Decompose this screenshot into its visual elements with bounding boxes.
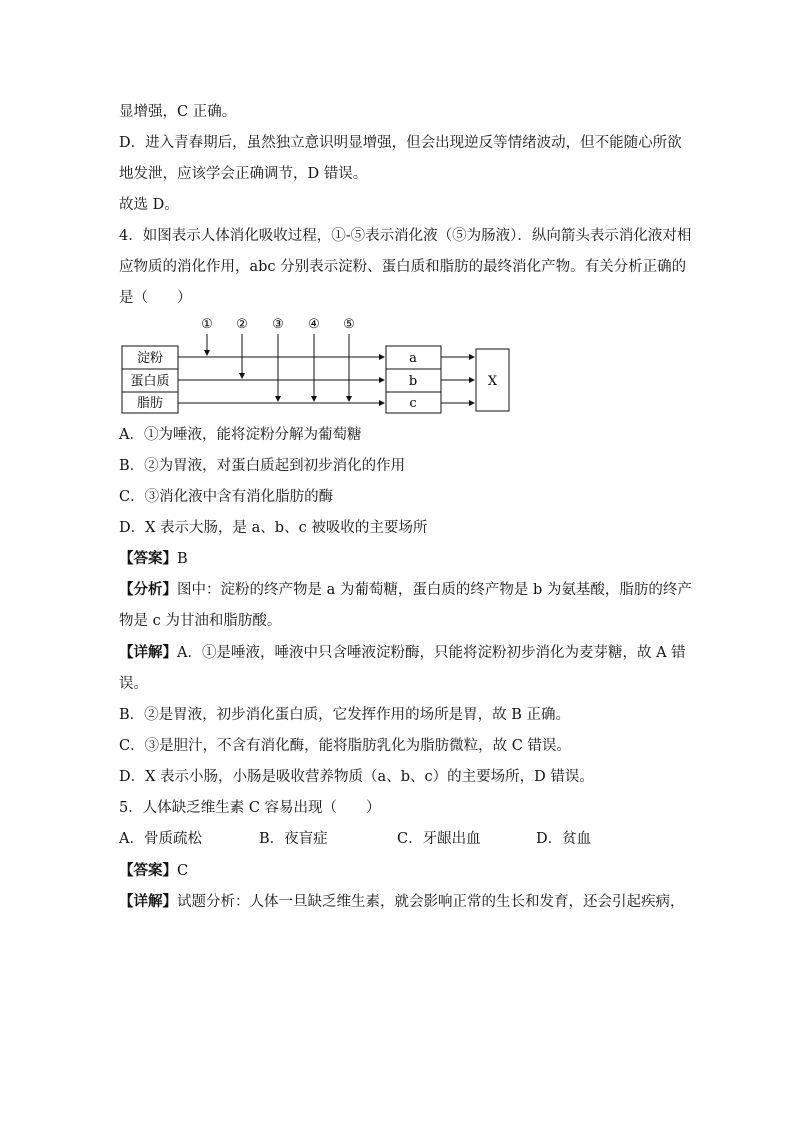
analysis-text: 图中：淀粉的终产物是 a 为葡萄糖，蛋白质的终产物是 b 为氨基酸，脂肪的终产 bbox=[177, 582, 692, 598]
analysis-tag: 【分析】 bbox=[119, 581, 177, 598]
option-a: A．①为唾液，能将淀粉分解为葡萄糖 bbox=[119, 427, 362, 443]
juice-2: ② bbox=[236, 317, 248, 332]
answer-value: B bbox=[177, 551, 188, 567]
answer-tag: 【答案】 bbox=[119, 862, 177, 879]
answer-4 bbox=[119, 549, 188, 569]
question-5-stem: 5．人体缺乏维生素 C 容易出现（ ） bbox=[119, 800, 381, 816]
substance-fat: 脂肪 bbox=[136, 396, 164, 411]
question-4-stem: 应物质的消化作用，abc 分别表示淀粉、蛋白质和脂肪的最终消化产物。有关分析正确的 bbox=[119, 259, 687, 275]
q5-option-a: A．骨质疏松 bbox=[119, 831, 202, 847]
text-line: D．X 表示小肠，小肠是吸收营养物质（a、b、c）的主要场所，D 错误。 bbox=[119, 769, 594, 785]
juice-1: ① bbox=[201, 317, 213, 332]
analysis-line bbox=[119, 580, 692, 600]
detail-text: 试题分析：人体一旦缺乏维生素，就会影响正常的生长和发育，还会引起疾病， bbox=[177, 894, 685, 910]
product-c: c bbox=[409, 396, 417, 411]
organ-x: X bbox=[487, 374, 498, 389]
text-line: 显增强，C 正确。 bbox=[119, 104, 237, 120]
q5-option-b: B．夜盲症 bbox=[259, 831, 328, 847]
detail-line bbox=[119, 892, 685, 912]
detail-line bbox=[119, 643, 686, 663]
digestion-diagram bbox=[118, 313, 518, 415]
text-line: B．②是胃液，初步消化蛋白质，它发挥作用的场所是胃，故 B 正确。 bbox=[119, 707, 571, 723]
answer-tag: 【答案】 bbox=[119, 550, 177, 567]
text-line: D．进入青春期后，虽然独立意识明显增强，但会出现逆反等情绪波动，但不能随心所欲 bbox=[119, 135, 682, 151]
answer-value: C bbox=[177, 863, 189, 879]
product-b: b bbox=[408, 374, 418, 389]
text-line: 地发泄，应该学会正确调节，D 错误。 bbox=[119, 166, 368, 182]
text-line: C．③是胆汁，不含有消化酶，能将脂肪乳化为脂肪微粒，故 C 错误。 bbox=[119, 738, 571, 754]
text-line: 误。 bbox=[119, 676, 148, 692]
q5-option-d: D．贫血 bbox=[536, 831, 592, 847]
detail-tag: 【详解】 bbox=[119, 893, 177, 910]
juice-3: ③ bbox=[272, 317, 284, 332]
option-b: B．②为胃液，对蛋白质起到初步消化的作用 bbox=[119, 458, 406, 474]
question-4-stem: 是（ ） bbox=[119, 290, 192, 306]
answer-5 bbox=[119, 861, 188, 881]
text-line: 物是 c 为甘油和脂肪酸。 bbox=[119, 613, 282, 629]
text-line: 故选 D。 bbox=[119, 197, 179, 213]
q5-option-c: C．牙龈出血 bbox=[397, 831, 481, 847]
question-4-stem: 4．如图表示人体消化吸收过程，①-⑤表示消化液（⑤为肠液）．纵向箭头表示消化液对相 bbox=[119, 228, 692, 244]
substance-protein: 蛋白质 bbox=[130, 374, 170, 389]
option-d: D．X 表示大肠，是 a、b、c 被吸收的主要场所 bbox=[119, 520, 428, 536]
juice-5: ⑤ bbox=[343, 317, 355, 332]
detail-tag: 【详解】 bbox=[119, 644, 177, 661]
option-c: C．③消化液中含有消化脂肪的酶 bbox=[119, 489, 334, 505]
substance-starch: 淀粉 bbox=[136, 351, 164, 366]
juice-4: ④ bbox=[308, 317, 320, 332]
detail-text: A．①是唾液，唾液中只含唾液淀粉酶，只能将淀粉初步消化为麦芽糖，故 A 错 bbox=[177, 645, 686, 661]
product-a: a bbox=[409, 351, 417, 366]
